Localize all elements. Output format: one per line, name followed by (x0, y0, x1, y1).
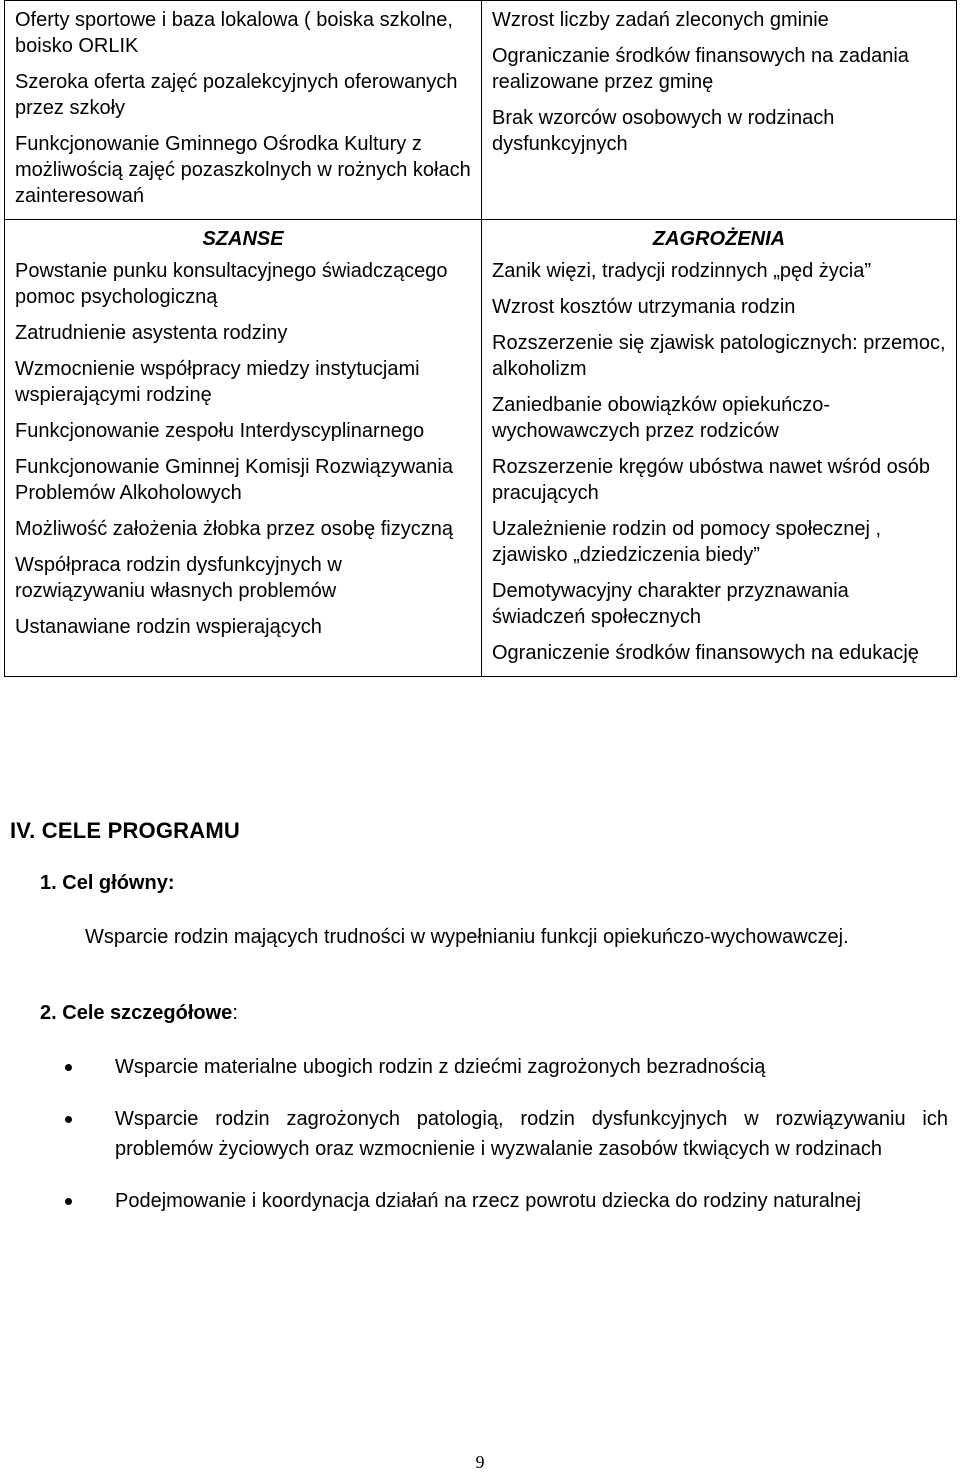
strength-item: Funkcjonowanie Gminnego Ośrodka Kultury z możliwością zajęć pozaszkolnych w rożnych kołach zainteresowań (15, 133, 471, 207)
threat-item: Rozszerzenie kręgów ubóstwa nawet wśród osób pracujących (492, 456, 930, 504)
bullet-icon (65, 1116, 72, 1123)
threat-item: Uzależnienie rodzin od pomocy społecznej , zjawisko „dziedziczenia biedy” (492, 518, 882, 566)
opportunity-item: Powstanie punku konsultacyjnego świadczącego pomoc psychologiczną (15, 260, 448, 308)
threat-item: Ograniczenie środków finansowych na edukację (492, 642, 919, 664)
threats-heading: ZAGROŻENIA (652, 228, 786, 250)
specific-goals-heading: Cele szczegółowe (62, 1002, 233, 1024)
specific-goals-number: 2. (40, 1002, 57, 1024)
strengths-cell (5, 1, 482, 220)
threats-cell (482, 220, 957, 677)
swot-bottom-row (5, 220, 957, 677)
specific-goal-item (0, 1052, 948, 1082)
main-goal-heading: Cel główny: (62, 872, 175, 894)
opportunity-item: Współpraca rodzin dysfunkcyjnych w rozwiązywaniu własnych problemów (15, 554, 342, 602)
specific-goals-colon: : (232, 1002, 238, 1024)
threat-item: Zaniedbanie obowiązków opiekuńczo-wychowawczych przez rodziców (492, 394, 830, 442)
section-title: IV. CELE PROGRAMU (10, 818, 240, 843)
threat-item: Zanik więzi, tradycji rodzinnych „pęd życia” (492, 260, 872, 282)
opportunity-item: Funkcjonowanie Gminnej Komisji Rozwiązywania Problemów Alkoholowych (15, 456, 453, 504)
threat-item: Wzrost kosztów utrzymania rodzin (492, 296, 796, 318)
swot-table (4, 0, 957, 677)
strength-item: Szeroka oferta zajęć pozalekcyjnych oferowanych przez szkoły (15, 71, 458, 119)
specific-goal-text: Wsparcie materialne ubogich rodzin z dziećmi zagrożonych bezradnością (115, 1056, 766, 1078)
threat-item: Demotywacyjny charakter przyznawania świadczeń społecznych (492, 580, 849, 628)
bullet-icon (65, 1064, 72, 1071)
main-goal-text: Wsparcie rodzin mających trudności w wypełnianiu funkcji opiekuńczo-wychowawczej. (85, 926, 849, 948)
bullet-icon (65, 1198, 72, 1205)
specific-goal-text: Podejmowanie i koordynacja działań na rzecz powrotu dziecka do rodziny naturalnej (115, 1190, 861, 1212)
swot-top-row (5, 1, 957, 220)
weakness-item: Wzrost liczby zadań zleconych gminie (492, 9, 829, 31)
weakness-item: Ograniczanie środków finansowych na zadania realizowane przez gminę (492, 45, 909, 93)
specific-goal-text: Wsparcie rodzin zagrożonych patologią, rodzin dysfunkcyjnych w rozwiązywaniu ich problemów życiowych oraz wzmocnienie i wyzwalanie zasobów tkwiących w rodzinach (115, 1108, 948, 1160)
specific-goals-heading-line (40, 1002, 238, 1025)
opportunity-item: Możliwość założenia żłobka przez osobę fizyczną (15, 518, 453, 540)
specific-goal-item (0, 1104, 948, 1164)
threat-item: Rozszerzenie się zjawisk patologicznych: przemoc, alkoholizm (492, 332, 946, 380)
opportunity-item: Wzmocnienie współpracy miedzy instytucjami wspierającymi rodzinę (15, 358, 420, 406)
opportunity-item: Funkcjonowanie zespołu Interdyscyplinarnego (15, 420, 425, 442)
opportunity-item: Zatrudnienie asystenta rodziny (15, 322, 288, 344)
strength-item: Oferty sportowe i baza lokalowa ( boiska szkolne, boisko ORLIK (15, 9, 453, 57)
specific-goals-list (0, 1052, 960, 1238)
opportunities-cell (5, 220, 482, 677)
weaknesses-cell (482, 1, 957, 220)
opportunity-item: Ustanawiane rodzin wspierających (15, 616, 322, 638)
specific-goal-item (0, 1186, 948, 1216)
main-goal-heading-line (40, 872, 174, 895)
weakness-item: Brak wzorców osobowych w rodzinach dysfunkcyjnych (492, 107, 835, 155)
page-number: 9 (475, 1452, 485, 1472)
opportunities-heading: SZANSE (202, 228, 284, 250)
main-goal-number: 1. (40, 872, 57, 894)
